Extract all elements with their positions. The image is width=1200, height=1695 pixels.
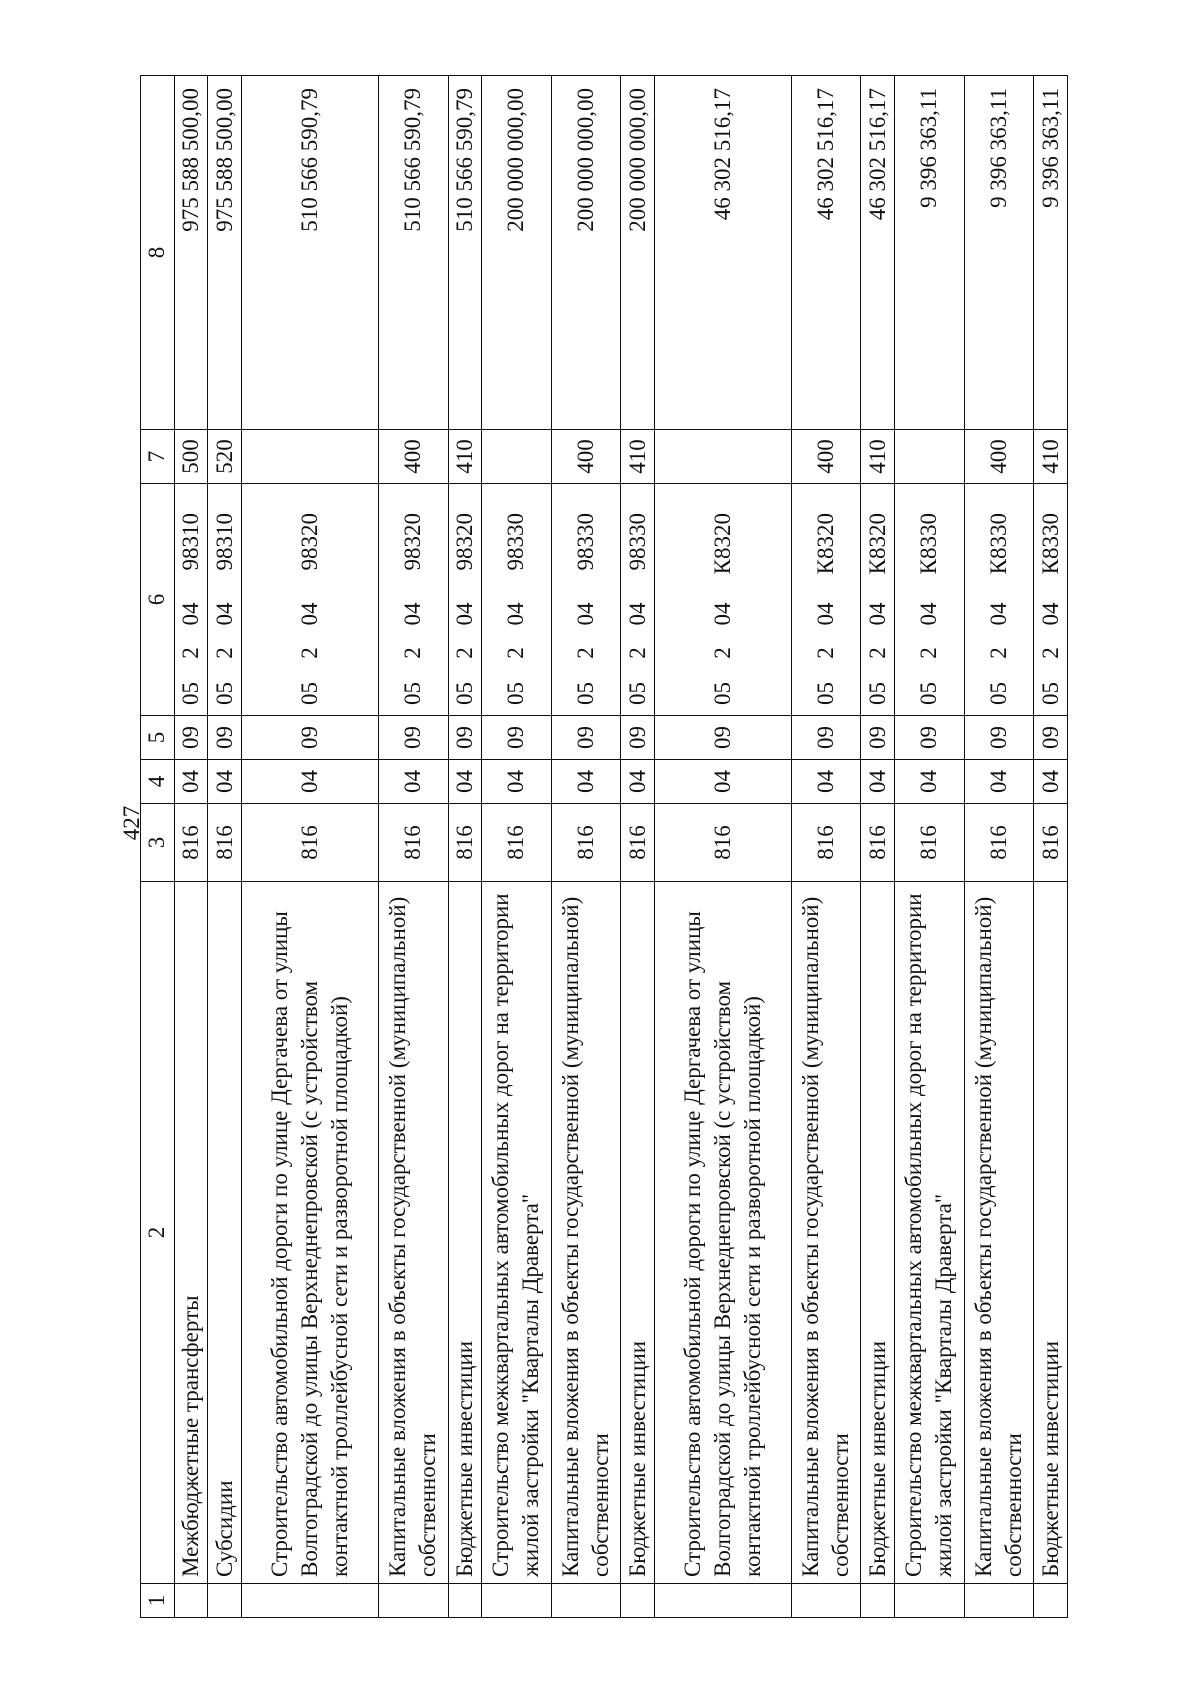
row-col4-cell: 04 [655,760,792,804]
code-part: 98320 [297,513,323,571]
row-amount-cell: 46 302 516,17 [791,76,861,430]
code-part: 2 [451,647,477,659]
table-row [895,76,965,1618]
code-part: 04 [709,602,735,626]
table-row [174,76,208,1618]
code-part: 98320 [400,513,426,571]
row-col5-cell: 09 [378,716,448,760]
row-col3-cell: 816 [551,804,621,882]
row-col7-cell: 410 [1034,430,1068,484]
row-col3-cell: 816 [964,804,1034,882]
row-code-cell [964,484,1034,716]
code-part: 04 [813,602,839,626]
row-col7-cell [895,430,965,484]
row-col4-cell: 04 [242,760,379,804]
table-row [621,76,655,1618]
row-name-cell: Межбюджетные трансферты [174,882,208,1584]
code-part: 2 [178,647,204,659]
code-part: 05 [864,682,890,705]
code-part: 04 [1037,602,1063,626]
row-code-cell [174,484,208,716]
page-number: 427 [119,805,144,841]
row-col3-cell: 816 [378,804,448,882]
code-part: 04 [211,602,237,626]
row-col5-cell: 09 [791,716,861,760]
code-part: 04 [503,602,529,626]
row-col3-cell: 816 [208,804,242,882]
code-part: 2 [813,647,839,659]
row-index-cell [655,1584,792,1618]
code-part: 04 [451,602,477,626]
code-part: 98310 [178,513,204,571]
header-cell-6: 6 [141,484,175,716]
code-part: 04 [864,602,890,626]
row-name-cell: Бюджетные инвестиции [1034,882,1068,1584]
row-col4-cell: 04 [551,760,621,804]
row-col7-cell: 500 [174,430,208,484]
row-col5-cell: 09 [174,716,208,760]
budget-table-rotated [140,76,1068,1618]
code-part: 05 [400,682,426,705]
row-name-cell: Капитальные вложения в объекты государственной (муниципальной) собственности [964,882,1034,1584]
table-row [242,76,379,1618]
code-part: 2 [297,647,323,659]
row-amount-cell: 9 396 363,11 [964,76,1034,430]
row-amount-cell: 510 566 590,79 [448,76,482,430]
code-part: 2 [864,647,890,659]
code-part: 05 [451,682,477,705]
code-part: 2 [624,647,650,659]
code-part: 04 [400,602,426,626]
row-col4-cell: 04 [861,760,895,804]
row-amount-cell: 975 588 500,00 [174,76,208,430]
row-name-cell: Строительство автомобильной дороги по улице Дергачева от улицы Волгоградской до улицы Верхнеднепровской (с устройством контактной троллейбусной сети и разворотной площадкой) [655,882,792,1584]
code-part: 05 [709,682,735,705]
row-col4-cell: 04 [208,760,242,804]
row-col4-cell: 04 [1034,760,1068,804]
code-part: 98330 [503,513,529,571]
row-name-cell: Субсидии [208,882,242,1584]
header-row [141,76,175,1618]
table-row [482,76,552,1618]
row-index-cell [208,1584,242,1618]
code-part: 05 [573,682,599,705]
row-code-cell [208,484,242,716]
code-part: 98320 [451,513,477,571]
row-index-cell [895,1584,965,1618]
row-name-cell: Капитальные вложения в объекты государственной (муниципальной) собственности [378,882,448,1584]
row-code-cell [895,484,965,716]
code-part: 2 [573,647,599,659]
table-row [655,76,792,1618]
budget-table [140,75,1068,1618]
row-col5-cell: 09 [242,716,379,760]
table-row [861,76,895,1618]
row-code-cell [861,484,895,716]
code-part: 05 [985,682,1011,705]
header-cell-7: 7 [141,430,175,484]
code-part: 98330 [624,513,650,571]
code-part: 2 [916,647,942,659]
row-index-cell [861,1584,895,1618]
row-col3-cell: 816 [791,804,861,882]
row-col4-cell: 04 [791,760,861,804]
row-index-cell [551,1584,621,1618]
row-col5-cell: 09 [208,716,242,760]
code-part: 04 [178,602,204,626]
header-cell-1: 1 [141,1584,175,1618]
row-amount-cell: 46 302 516,17 [655,76,792,430]
code-part: К8330 [1037,513,1063,575]
code-part: 05 [178,682,204,705]
row-code-cell [482,484,552,716]
table-row [964,76,1034,1618]
row-name-cell: Капитальные вложения в объекты государственной (муниципальной) собственности [551,882,621,1584]
row-col4-cell: 04 [174,760,208,804]
code-part: К8320 [813,513,839,575]
row-col5-cell: 09 [964,716,1034,760]
table-row [448,76,482,1618]
row-col7-cell: 400 [964,430,1034,484]
row-col5-cell: 09 [482,716,552,760]
row-index-cell [448,1584,482,1618]
row-amount-cell: 46 302 516,17 [861,76,895,430]
code-part: 05 [211,682,237,705]
code-part: 98330 [573,513,599,571]
row-col7-cell: 410 [861,430,895,484]
row-col4-cell: 04 [378,760,448,804]
row-col3-cell: 816 [242,804,379,882]
code-part: 05 [1037,682,1063,705]
row-col7-cell [242,430,379,484]
row-col4-cell: 04 [895,760,965,804]
row-col4-cell: 04 [621,760,655,804]
row-code-cell [621,484,655,716]
header-cell-2: 2 [141,882,175,1584]
code-part: 05 [297,682,323,705]
code-part: 2 [503,647,529,659]
code-part: 04 [624,602,650,626]
code-part: 2 [709,647,735,659]
row-col4-cell: 04 [482,760,552,804]
row-amount-cell: 9 396 363,11 [1034,76,1068,430]
header-cell-4: 4 [141,760,175,804]
row-name-cell: Строительство автомобильной дороги по улице Дергачева от улицы Волгоградской до улицы Верхнеднепровской (с устройством контактной троллейбусной сети и разворотной площадкой) [242,882,379,1584]
code-part: 04 [573,602,599,626]
code-part: 98310 [211,513,237,571]
row-col5-cell: 09 [551,716,621,760]
row-name-cell: Бюджетные инвестиции [861,882,895,1584]
code-part: К8320 [864,513,890,575]
row-name-cell: Строительство межквартальных автомобильных дорог на территории жилой застройки "Кварталы Драверта" [482,882,552,1584]
table-row [208,76,242,1618]
table-row [1034,76,1068,1618]
row-index-cell [791,1584,861,1618]
row-col3-cell: 816 [448,804,482,882]
row-col7-cell: 410 [621,430,655,484]
row-col5-cell: 09 [861,716,895,760]
row-code-cell [448,484,482,716]
row-col5-cell: 09 [895,716,965,760]
code-part: 04 [916,602,942,626]
row-col5-cell: 09 [448,716,482,760]
code-part: К8320 [709,513,735,575]
row-col7-cell: 400 [551,430,621,484]
row-name-cell: Бюджетные инвестиции [621,882,655,1584]
row-col7-cell: 520 [208,430,242,484]
row-col4-cell: 04 [964,760,1034,804]
row-amount-cell: 9 396 363,11 [895,76,965,430]
header-cell-3: 3 [141,804,175,882]
row-amount-cell: 200 000 000,00 [551,76,621,430]
code-part: К8330 [985,513,1011,575]
row-index-cell [1034,1584,1068,1618]
row-amount-cell: 200 000 000,00 [482,76,552,430]
row-col5-cell: 09 [1034,716,1068,760]
row-index-cell [964,1584,1034,1618]
code-part: 2 [985,647,1011,659]
code-part: 2 [211,647,237,659]
row-col7-cell: 410 [448,430,482,484]
row-amount-cell: 510 566 590,79 [242,76,379,430]
row-col3-cell: 816 [1034,804,1068,882]
header-cell-8: 8 [141,76,175,430]
row-col3-cell: 816 [621,804,655,882]
row-code-cell [1034,484,1068,716]
row-index-cell [174,1584,208,1618]
row-name-cell: Капитальные вложения в объекты государственной (муниципальной) собственности [791,882,861,1584]
row-code-cell [551,484,621,716]
row-code-cell [791,484,861,716]
code-part: 2 [400,647,426,659]
code-part: 04 [297,602,323,626]
row-col3-cell: 816 [174,804,208,882]
row-col7-cell [482,430,552,484]
code-part: 05 [624,682,650,705]
code-part: 05 [503,682,529,705]
row-code-cell [242,484,379,716]
row-amount-cell: 200 000 000,00 [621,76,655,430]
row-code-cell [378,484,448,716]
row-index-cell [378,1584,448,1618]
code-part: 2 [1037,647,1063,659]
row-col5-cell: 09 [655,716,792,760]
code-part: К8330 [916,513,942,575]
row-col5-cell: 09 [621,716,655,760]
row-col7-cell: 400 [791,430,861,484]
row-col4-cell: 04 [448,760,482,804]
row-col7-cell: 400 [378,430,448,484]
code-part: 05 [813,682,839,705]
row-col3-cell: 816 [895,804,965,882]
row-name-cell: Бюджетные инвестиции [448,882,482,1584]
row-col3-cell: 816 [482,804,552,882]
code-part: 04 [985,602,1011,626]
row-code-cell [655,484,792,716]
row-amount-cell: 975 588 500,00 [208,76,242,430]
table-row [551,76,621,1618]
row-col3-cell: 816 [861,804,895,882]
row-col3-cell: 816 [655,804,792,882]
row-amount-cell: 510 566 590,79 [378,76,448,430]
code-part: 05 [916,682,942,705]
row-index-cell [242,1584,379,1618]
table-row [791,76,861,1618]
row-name-cell: Строительство межквартальных автомобильных дорог на территории жилой застройки "Кварталы Драверта" [895,882,965,1584]
row-index-cell [621,1584,655,1618]
table-row [378,76,448,1618]
header-cell-5: 5 [141,716,175,760]
row-col7-cell [655,430,792,484]
row-index-cell [482,1584,552,1618]
